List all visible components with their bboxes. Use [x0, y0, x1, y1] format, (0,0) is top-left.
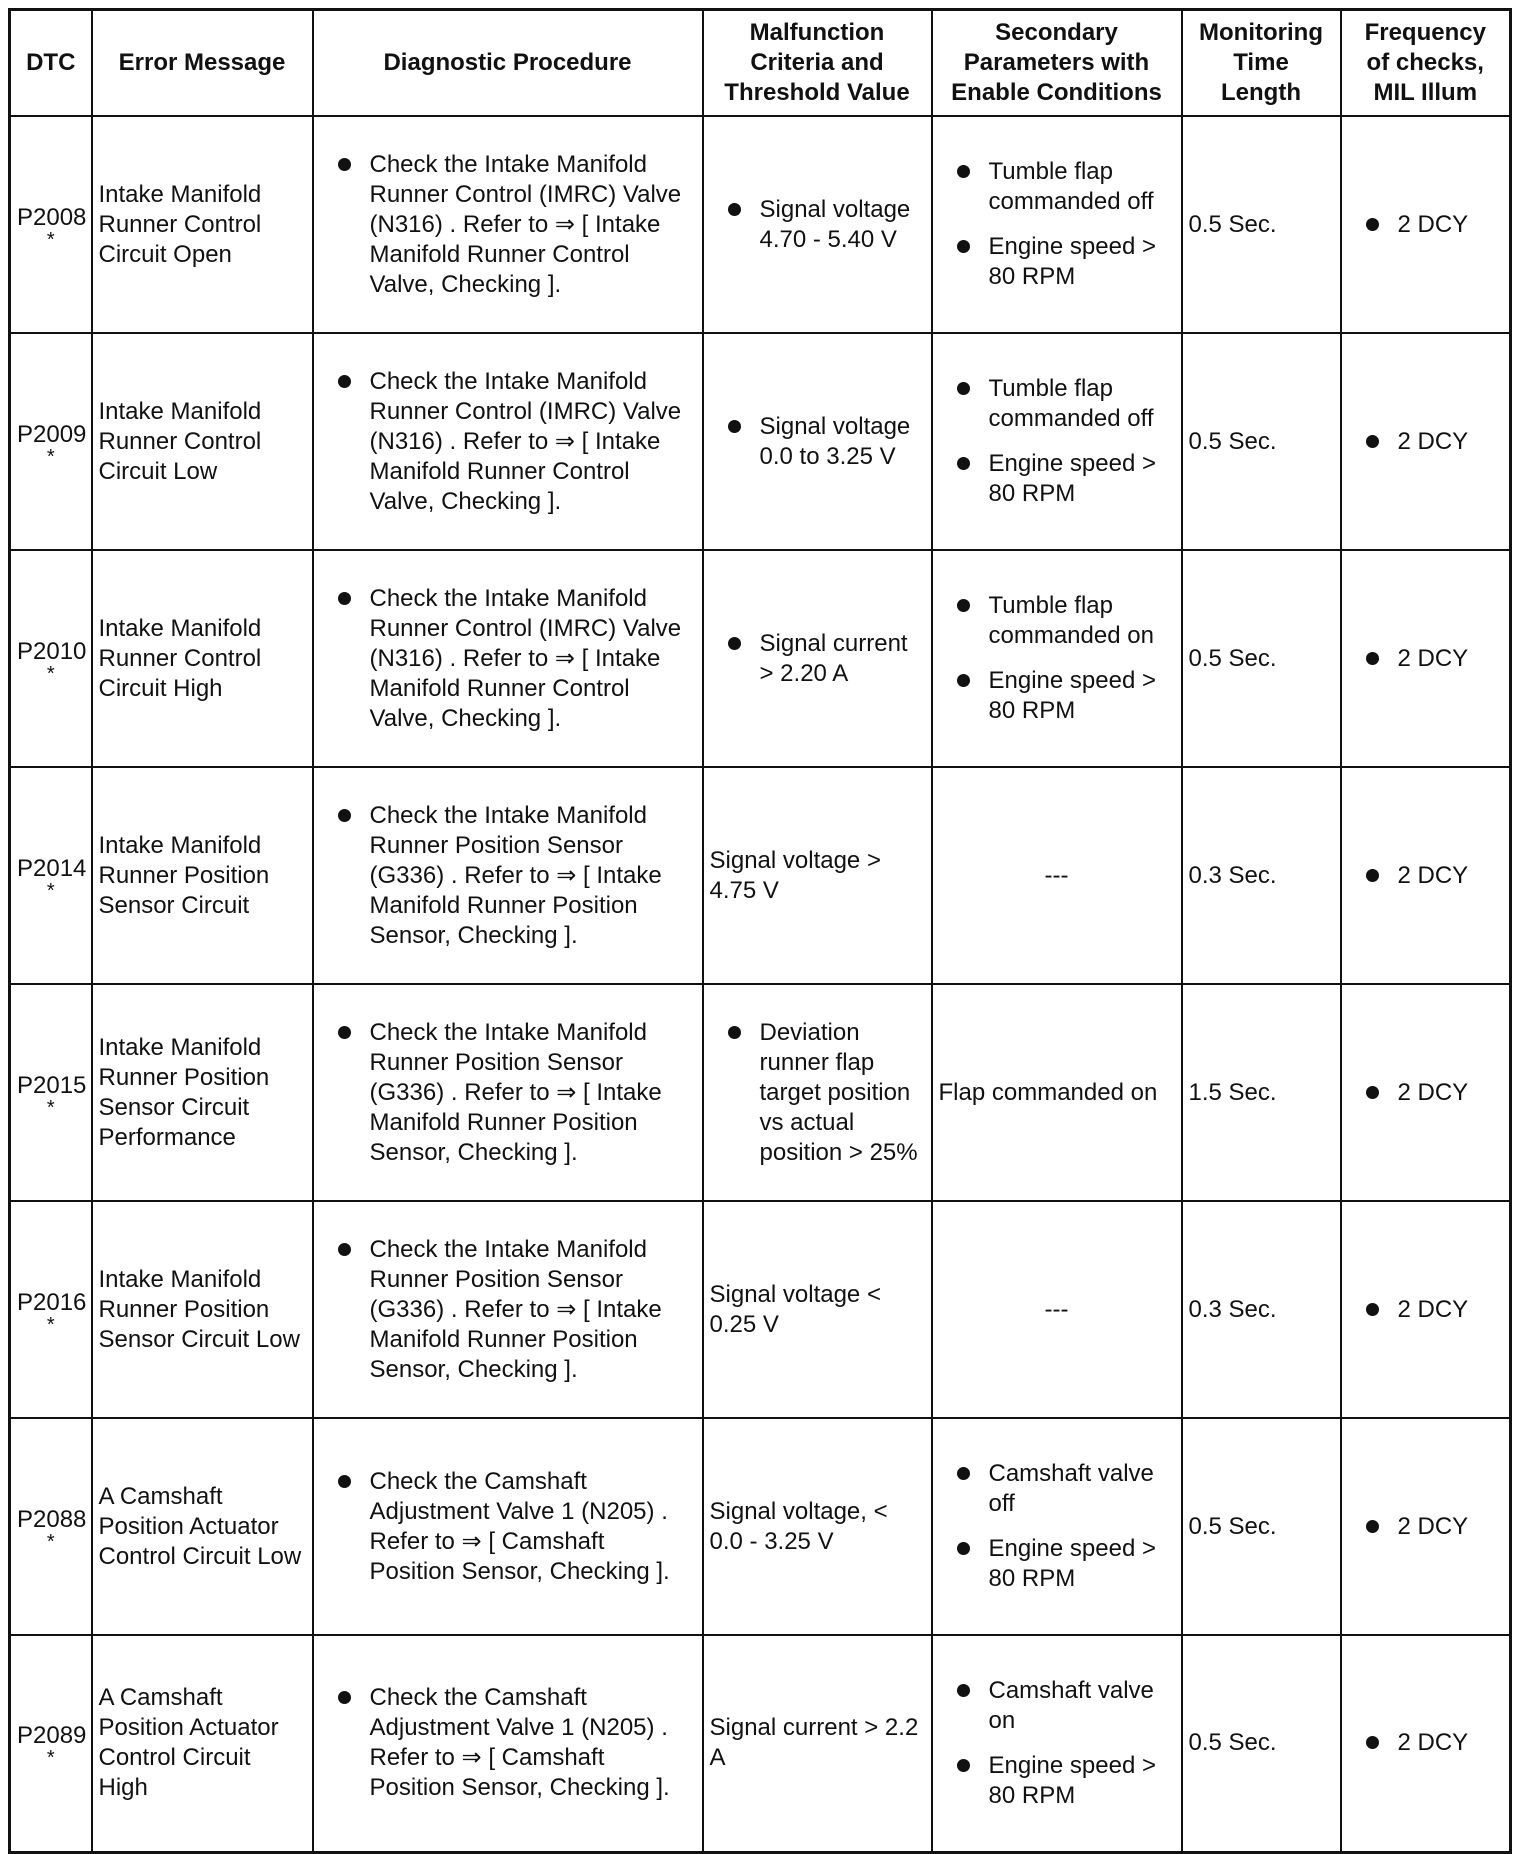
bullet-icon	[338, 1026, 351, 1039]
header-monitoring-time: Monitoring Time Length	[1182, 10, 1341, 117]
bullet-icon	[1366, 218, 1379, 231]
criteria-cell: Signal voltage < 0.25 V	[703, 1201, 932, 1418]
bullet-icon	[957, 165, 970, 178]
secondary-cell	[932, 1418, 1182, 1635]
bullet-icon	[728, 637, 741, 650]
bullet-icon	[957, 457, 970, 470]
table-row	[10, 984, 1511, 1201]
error-message: A Camshaft Position Actuator Control Circuit Low	[92, 1418, 313, 1635]
secondary-item: Tumble flap commanded off	[939, 374, 1175, 434]
criteria-item: Signal current > 2.20 A	[710, 629, 925, 689]
monitoring-time: 0.5 Sec.	[1182, 1635, 1341, 1852]
criteria-cell	[703, 116, 932, 333]
dtc-asterisk: *	[46, 445, 55, 468]
table-row	[10, 1635, 1511, 1852]
frequency-cell	[1341, 984, 1511, 1201]
procedure-item: Check the Intake Manifold Runner Position Sensor (G336) . Refer to ⇒ [ Intake Manifold Runner Position Sensor, Checking ].	[320, 1235, 696, 1385]
monitoring-time: 0.3 Sec.	[1182, 1201, 1341, 1418]
dtc-asterisk: *	[46, 879, 55, 902]
secondary-item: Engine speed > 80 RPM	[939, 1751, 1175, 1811]
error-message: A Camshaft Position Actuator Control Circuit High	[92, 1635, 313, 1852]
dtc-code: P2009	[17, 420, 87, 448]
criteria-cell: Signal voltage > 4.75 V	[703, 767, 932, 984]
secondary-cell	[932, 550, 1182, 767]
bullet-icon	[1366, 1303, 1379, 1316]
diagnostic-procedure-cell	[313, 1201, 703, 1418]
frequency-item: 2 DCY	[1348, 1728, 1504, 1758]
diagnostic-procedure-cell	[313, 1635, 703, 1852]
dtc-asterisk: *	[46, 228, 55, 251]
monitoring-time: 0.5 Sec.	[1182, 116, 1341, 333]
procedure-item: Check the Intake Manifold Runner Position Sensor (G336) . Refer to ⇒ [ Intake Manifold Runner Position Sensor, Checking ].	[320, 1018, 696, 1168]
criteria-item: Deviation runner flap target position vs actual position > 25%	[710, 1018, 925, 1168]
criteria-cell	[703, 550, 932, 767]
bullet-icon	[957, 1759, 970, 1772]
table-row	[10, 333, 1511, 550]
procedure-item: Check the Intake Manifold Runner Control (IMRC) Valve (N316) . Refer to ⇒ [ Intake Manifold Runner Control Valve, Checking ].	[320, 584, 696, 734]
bullet-icon	[728, 203, 741, 216]
secondary-cell	[932, 116, 1182, 333]
table-row	[10, 1201, 1511, 1418]
criteria-cell: Signal voltage, < 0.0 - 3.25 V	[703, 1418, 932, 1635]
bullet-icon	[1366, 869, 1379, 882]
diagnostic-procedure-cell	[313, 1418, 703, 1635]
dtc-code-cell	[10, 333, 92, 550]
frequency-cell	[1341, 550, 1511, 767]
monitoring-time: 0.5 Sec.	[1182, 1418, 1341, 1635]
criteria-cell	[703, 333, 932, 550]
dtc-asterisk: *	[46, 662, 55, 685]
secondary-item: Engine speed > 80 RPM	[939, 232, 1175, 292]
monitoring-time: 0.5 Sec.	[1182, 550, 1341, 767]
error-message: Intake Manifold Runner Control Circuit High	[92, 550, 313, 767]
dtc-asterisk: *	[46, 1096, 55, 1119]
secondary-item: Tumble flap commanded on	[939, 591, 1175, 651]
bullet-icon	[957, 674, 970, 687]
secondary-cell: ---	[932, 1201, 1182, 1418]
header-malfunction-criteria: Malfunction Criteria and Threshold Value	[703, 10, 932, 117]
bullet-icon	[1366, 435, 1379, 448]
header-secondary-parameters: Secondary Parameters with Enable Conditions	[932, 10, 1182, 117]
dtc-code: P2089	[17, 1722, 87, 1750]
dtc-code-cell	[10, 550, 92, 767]
error-message: Intake Manifold Runner Control Circuit Open	[92, 116, 313, 333]
bullet-icon	[957, 382, 970, 395]
frequency-item: 2 DCY	[1348, 1512, 1504, 1542]
secondary-cell: Flap commanded on	[932, 984, 1182, 1201]
dtc-code: P2008	[17, 203, 87, 231]
bullet-icon	[957, 1542, 970, 1555]
error-message: Intake Manifold Runner Position Sensor Circuit	[92, 767, 313, 984]
dtc-code: P2015	[17, 1071, 87, 1099]
header-frequency: Frequency of checks, MIL Illum	[1341, 10, 1511, 117]
secondary-item: Camshaft valve off	[939, 1459, 1175, 1519]
error-message: Intake Manifold Runner Position Sensor Circuit Low	[92, 1201, 313, 1418]
table-row	[10, 550, 1511, 767]
procedure-item: Check the Camshaft Adjustment Valve 1 (N205) . Refer to ⇒ [ Camshaft Position Sensor, Checking ].	[320, 1683, 696, 1803]
dtc-asterisk: *	[46, 1530, 55, 1553]
bullet-icon	[728, 420, 741, 433]
monitoring-time: 0.5 Sec.	[1182, 333, 1341, 550]
bullet-icon	[957, 599, 970, 612]
secondary-item: Engine speed > 80 RPM	[939, 666, 1175, 726]
bullet-icon	[338, 1243, 351, 1256]
dtc-code: P2016	[17, 1288, 87, 1316]
bullet-icon	[338, 1691, 351, 1704]
criteria-item: Signal voltage 4.70 - 5.40 V	[710, 195, 925, 255]
frequency-item: 2 DCY	[1348, 427, 1504, 457]
frequency-item: 2 DCY	[1348, 861, 1504, 891]
dtc-code-cell	[10, 1201, 92, 1418]
diagnostic-procedure-cell	[313, 767, 703, 984]
frequency-item: 2 DCY	[1348, 644, 1504, 674]
dtc-code-cell	[10, 767, 92, 984]
bullet-icon	[338, 1475, 351, 1488]
secondary-item: Camshaft valve on	[939, 1676, 1175, 1736]
bullet-icon	[338, 809, 351, 822]
bullet-icon	[957, 1467, 970, 1480]
secondary-cell: ---	[932, 767, 1182, 984]
procedure-item: Check the Intake Manifold Runner Control (IMRC) Valve (N316) . Refer to ⇒ [ Intake Manifold Runner Control Valve, Checking ].	[320, 150, 696, 300]
dtc-code: P2014	[17, 854, 87, 882]
bullet-icon	[338, 592, 351, 605]
diagnostic-procedure-cell	[313, 984, 703, 1201]
dtc-code-cell	[10, 1635, 92, 1852]
error-message: Intake Manifold Runner Control Circuit Low	[92, 333, 313, 550]
secondary-item: Tumble flap commanded off	[939, 157, 1175, 217]
secondary-item: Engine speed > 80 RPM	[939, 1534, 1175, 1594]
dtc-code: P2010	[17, 637, 87, 665]
dtc-code-cell	[10, 116, 92, 333]
procedure-item: Check the Camshaft Adjustment Valve 1 (N205) . Refer to ⇒ [ Camshaft Position Sensor, Checking ].	[320, 1467, 696, 1587]
bullet-icon	[1366, 1086, 1379, 1099]
table-row	[10, 767, 1511, 984]
frequency-cell	[1341, 767, 1511, 984]
dtc-code: P2088	[17, 1505, 87, 1533]
bullet-icon	[728, 1026, 741, 1039]
frequency-item: 2 DCY	[1348, 1295, 1504, 1325]
monitoring-time: 1.5 Sec.	[1182, 984, 1341, 1201]
header-dtc: DTC	[10, 10, 92, 117]
table-row	[10, 116, 1511, 333]
bullet-icon	[338, 375, 351, 388]
frequency-cell	[1341, 1635, 1511, 1852]
header-row	[10, 10, 1511, 117]
header-error-message: Error Message	[92, 10, 313, 117]
frequency-cell	[1341, 1201, 1511, 1418]
bullet-icon	[957, 240, 970, 253]
dtc-asterisk: *	[46, 1313, 55, 1336]
secondary-cell	[932, 333, 1182, 550]
dtc-asterisk: *	[46, 1747, 55, 1770]
frequency-item: 2 DCY	[1348, 1078, 1504, 1108]
frequency-cell	[1341, 1418, 1511, 1635]
frequency-cell	[1341, 333, 1511, 550]
bullet-icon	[1366, 1520, 1379, 1533]
secondary-cell	[932, 1635, 1182, 1852]
bullet-icon	[338, 158, 351, 171]
monitoring-time: 0.3 Sec.	[1182, 767, 1341, 984]
dtc-table	[8, 8, 1512, 1854]
criteria-cell: Signal current > 2.2 A	[703, 1635, 932, 1852]
bullet-icon	[1366, 652, 1379, 665]
frequency-cell	[1341, 116, 1511, 333]
bullet-icon	[957, 1684, 970, 1697]
procedure-item: Check the Intake Manifold Runner Position Sensor (G336) . Refer to ⇒ [ Intake Manifold Runner Position Sensor, Checking ].	[320, 801, 696, 951]
header-diagnostic-procedure: Diagnostic Procedure	[313, 10, 703, 117]
diagnostic-procedure-cell	[313, 116, 703, 333]
diagnostic-procedure-cell	[313, 333, 703, 550]
table-row	[10, 1418, 1511, 1635]
dtc-code-cell	[10, 1418, 92, 1635]
criteria-cell	[703, 984, 932, 1201]
secondary-item: Engine speed > 80 RPM	[939, 449, 1175, 509]
criteria-item: Signal voltage 0.0 to 3.25 V	[710, 412, 925, 472]
frequency-item: 2 DCY	[1348, 210, 1504, 240]
dtc-code-cell	[10, 984, 92, 1201]
bullet-icon	[1366, 1736, 1379, 1749]
diagnostic-procedure-cell	[313, 550, 703, 767]
procedure-item: Check the Intake Manifold Runner Control (IMRC) Valve (N316) . Refer to ⇒ [ Intake Manifold Runner Control Valve, Checking ].	[320, 367, 696, 517]
error-message: Intake Manifold Runner Position Sensor Circuit Performance	[92, 984, 313, 1201]
